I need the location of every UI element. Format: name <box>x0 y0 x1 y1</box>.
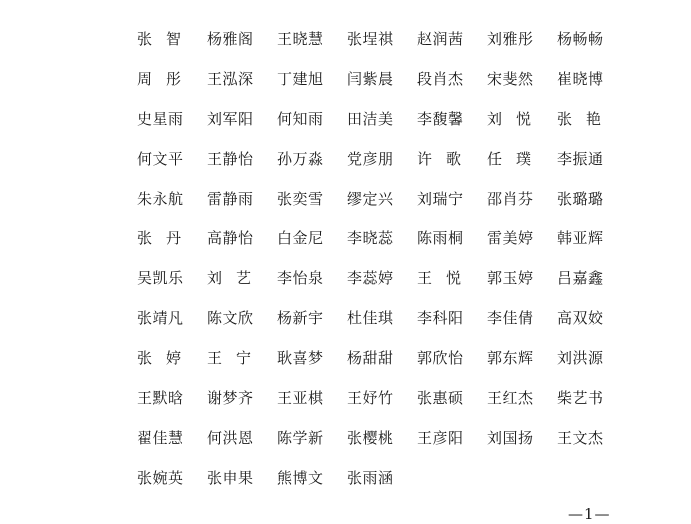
name-entry: 陈雨桐 <box>417 229 464 248</box>
name-entry: 刘洪源 <box>557 349 604 368</box>
name-entry: 王晓慧 <box>277 30 324 48</box>
name-entry: 张奕雪 <box>277 189 324 208</box>
name-entry: 史星雨 <box>137 109 184 128</box>
name-entry: 任璞 <box>487 149 546 168</box>
name-entry: 白金尼 <box>277 229 324 248</box>
name-entry: 郭欣怡 <box>417 349 464 368</box>
name-entry: 周彤 <box>137 69 196 88</box>
name-entry: 张丹 <box>137 229 196 248</box>
name-entry: 李馥馨 <box>417 109 464 128</box>
name-entry: 张埕祺 <box>347 30 394 48</box>
name-entry: 王宁 <box>207 349 266 368</box>
name-entry: 张惠硕 <box>417 389 464 408</box>
name-entry: 耿喜梦 <box>277 349 324 368</box>
name-entry: 邵肖芬 <box>487 189 534 208</box>
name-list <box>137 26 627 505</box>
name-entry: 刘艺 <box>207 269 266 288</box>
name-entry: 韩亚辉 <box>557 229 604 248</box>
name-entry: 许歌 <box>417 149 476 168</box>
name-entry: 李佳倩 <box>487 309 534 328</box>
name-entry: 张婷 <box>137 349 196 368</box>
name-entry: 杜佳琪 <box>347 309 394 328</box>
name-entry: 刘军阳 <box>207 109 254 128</box>
name-entry: 张樱桃 <box>347 428 394 447</box>
name-entry: 党彦朋 <box>347 149 394 168</box>
name-entry: 王默晗 <box>137 389 184 408</box>
name-entry: 陈学新 <box>277 428 324 447</box>
name-entry: 王彦阳 <box>417 428 464 447</box>
name-entry: 王悦 <box>417 269 476 288</box>
name-entry: 郭东辉 <box>487 349 534 368</box>
name-entry: 田洁美 <box>347 109 394 128</box>
page-number: —1— <box>568 505 611 523</box>
name-entry: 杨雅阁 <box>207 30 254 48</box>
name-entry: 闫紫晨 <box>347 69 394 88</box>
name-entry: 段肖杰 <box>417 69 464 88</box>
name-entry: 谢梦齐 <box>207 389 254 408</box>
name-entry: 王妤竹 <box>347 389 394 408</box>
name-entry: 王红杰 <box>487 389 534 408</box>
name-entry: 翟佳慧 <box>137 428 184 447</box>
name-entry: 张艳 <box>557 109 616 128</box>
name-entry: 刘国扬 <box>487 428 534 447</box>
name-entry: 张靖凡 <box>137 309 184 328</box>
name-entry: 王文杰 <box>557 428 604 447</box>
name-entry: 雷静雨 <box>207 189 254 208</box>
name-entry: 吕嘉鑫 <box>557 269 604 288</box>
name-entry: 孙万淼 <box>277 149 324 168</box>
name-entry: 何知雨 <box>277 109 324 128</box>
name-entry: 陈文欣 <box>207 309 254 328</box>
name-entry: 高静怡 <box>207 229 254 248</box>
name-entry: 缪定兴 <box>347 189 394 208</box>
name-entry: 雷美婷 <box>487 229 534 248</box>
name-entry: 张智 <box>137 30 196 48</box>
name-entry: 柴艺书 <box>557 389 604 408</box>
name-entry: 高双姣 <box>557 309 604 328</box>
name-entry: 张婉英 <box>137 468 184 487</box>
name-entry: 刘雅彤 <box>487 30 534 48</box>
name-entry: 吴凯乐 <box>137 269 184 288</box>
name-entry: 刘瑞宁 <box>417 189 464 208</box>
name-entry: 熊博文 <box>277 468 324 487</box>
name-entry: 何洪恩 <box>207 428 254 447</box>
name-entry: 李科阳 <box>417 309 464 328</box>
name-entry: 崔晓博 <box>557 69 604 88</box>
name-entry: 王亚棋 <box>277 389 324 408</box>
name-entry: 杨新宇 <box>277 309 324 328</box>
name-entry: 李怡泉 <box>277 269 324 288</box>
name-entry: 郭玉婷 <box>487 269 534 288</box>
name-entry: 李振通 <box>557 149 604 168</box>
name-entry: 何文平 <box>137 149 184 168</box>
name-entry: 刘悦 <box>487 109 546 128</box>
name-entry: 张璐璐 <box>557 189 604 208</box>
name-entry: 王泓深 <box>207 69 254 88</box>
name-entry: 杨甜甜 <box>347 349 394 368</box>
name-entry: 李晓蕊 <box>347 229 394 248</box>
name-entry: 丁建旭 <box>277 69 324 88</box>
name-entry: 杨畅畅 <box>557 30 604 48</box>
name-entry: 张申果 <box>207 468 254 487</box>
name-entry: 王静怡 <box>207 149 254 168</box>
name-entry: 李蕊婷 <box>347 269 394 288</box>
name-entry: 朱永航 <box>137 189 184 208</box>
name-entry: 赵润茜 <box>417 30 464 48</box>
name-entry: 宋斐然 <box>487 69 534 88</box>
name-entry: 张雨涵 <box>347 468 394 487</box>
